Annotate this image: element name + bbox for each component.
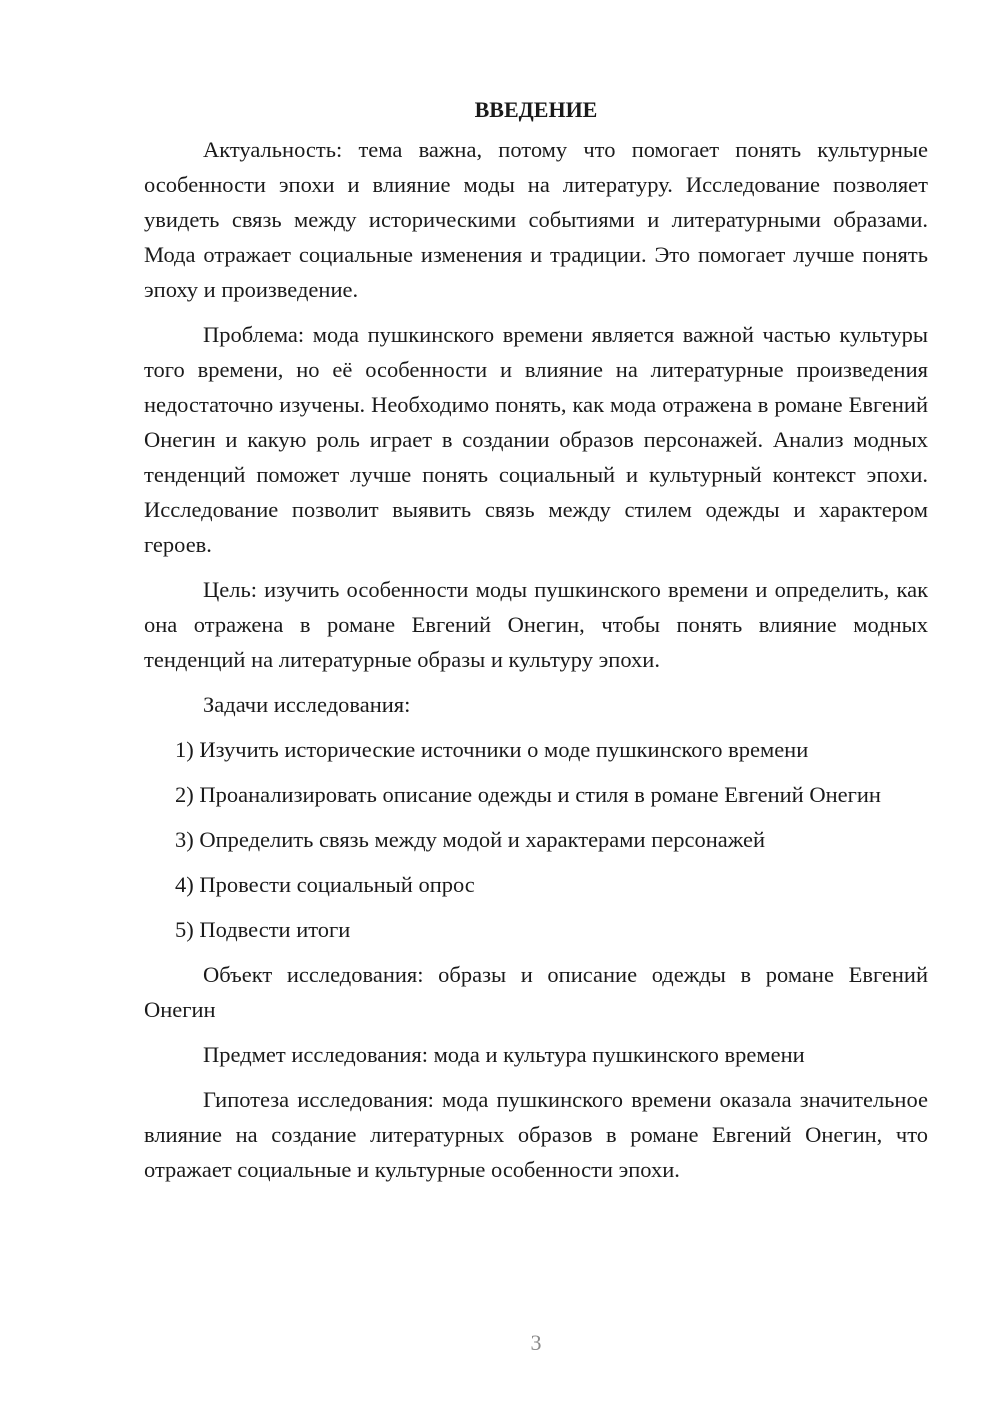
problem-paragraph: Проблема: мода пушкинского времени является важной частью культуры того времени, но её особенности и влияние на литературные произведения недостаточно изучены. Необходимо понять, как мода отражена в романе Евгений Онегин и какую роль играет в создании образов персонажей. Анализ модных тенденций поможет лучше понять социальный и культурный контекст эпохи. Исследование позволит выявить связь между стилем одежды и характером героев. (144, 322, 928, 557)
section-title: ВВЕДЕНИЕ (474, 97, 598, 122)
subject-paragraph: Предмет исследования: мода и культура пушкинского времени (203, 1042, 805, 1067)
object-paragraph: Объект исследования: образы и описание одежды в романе Евгений Онегин (144, 962, 928, 1022)
page-number: 3 (530, 1330, 542, 1355)
task-item-2: 2) Проанализировать описание одежды и стиля в романе Евгений Онегин (175, 782, 881, 807)
task-item-1: 1) Изучить исторические источники о моде пушкинского времени (175, 737, 809, 762)
task-item-3: 3) Определить связь между модой и характерами персонажей (175, 827, 766, 852)
relevance-paragraph: Актуальность: тема важна, потому что помогает понять культурные особенности эпохи и влияние моды на литературу. Исследование позволяет увидеть связь между историческими событиями и литературными образами. Мода отражает социальные изменения и традиции. Это помогает лучше понять эпоху и произведение. (144, 137, 928, 302)
hypothesis-paragraph: Гипотеза исследования: мода пушкинского времени оказала значительное влияние на создание литературных образов в романе Евгений Онегин, что отражает социальные и культурные особенности эпохи. (144, 1087, 928, 1182)
goal-paragraph: Цель: изучить особенности моды пушкинского времени и определить, как она отражена в романе Евгений Онегин, чтобы понять влияние модных тенденций на литературные образы и культуру эпохи. (144, 577, 928, 672)
document-page (144, 92, 928, 1197)
task-item-5: 5) Подвести итоги (175, 917, 351, 942)
task-item-4: 4) Провести социальный опрос (175, 872, 475, 897)
tasks-heading: Задачи исследования: (203, 692, 411, 717)
